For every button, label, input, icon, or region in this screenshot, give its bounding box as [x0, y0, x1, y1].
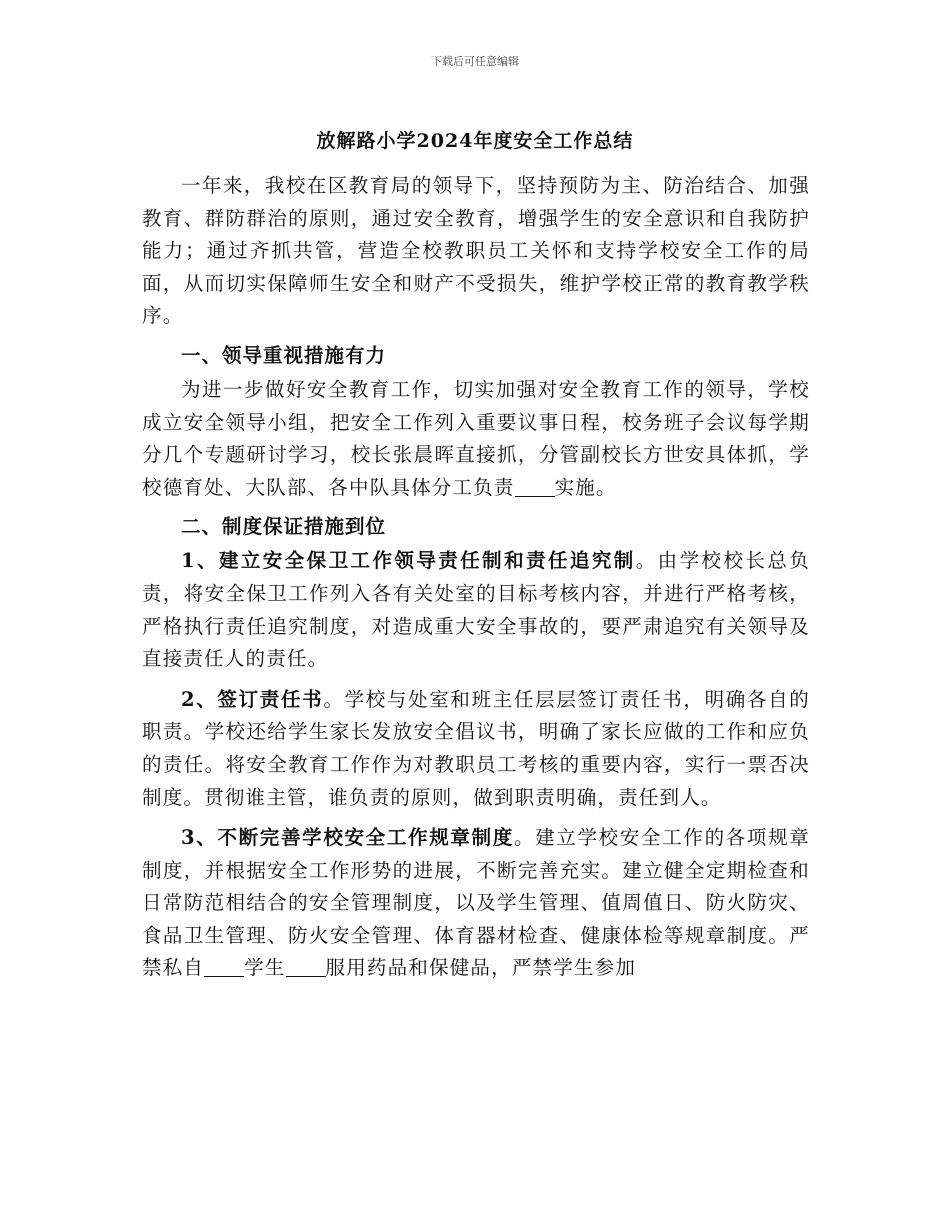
- item1-body: 。由学校校长总负责，将安全保卫工作列入各有关处室的目标考核内容，并进行严格考核，严格执行责任追究制度，对造成重大安全事故的，要严肃追究有关领导及直接责任人的责任。: [142, 549, 810, 671]
- intro-paragraph: 一年来，我校在区教育局的领导下，坚持预防为主、防治结合、加强教育、群防群治的原则，通过安全教育，增强学生的安全意识和自我防护能力；通过齐抓共管，营造全校教职员工关怀和支持学校安全工作的局面，从而切实保障师生安全和财产不受损失，维护学校正常的教育教学秩序。: [142, 174, 810, 328]
- section1-text: 为进一步做好安全教育工作，切实加强对安全教育工作的领导，学校成立安全领导小组，把安全工作列入重要议事日程，校务班子会议每学期分几个专题研讨学习，校长张晨晖直接抓，分管副校长方世安具体抓，学校德育处、大队部、各中队具体分工负责: [142, 377, 810, 499]
- item1-lead: 1、建立安全保卫工作领导责任制和责任追究制: [181, 549, 636, 573]
- item1-paragraph: [142, 545, 810, 675]
- item3-paragraph: [142, 822, 810, 985]
- paragraph-gap: [142, 814, 810, 822]
- item3-body-3: 服用药品和保健品，严禁学生参加: [325, 956, 637, 980]
- fill-blank: [286, 957, 326, 978]
- fill-blank: [515, 476, 555, 497]
- section1-paragraph: [142, 374, 810, 504]
- document-title: 放解路小学2024年度安全工作总结: [316, 130, 634, 152]
- section2-heading: 二、制度保证措施到位: [181, 515, 387, 539]
- item2-body: 。学校与处室和班主任层层签订责任书，明确各自的职责。学校还给学生家长发放安全倡议书，明确了家长应做的工作和应负的责任。将安全教育工作作为对教职员工考核的重要内容，实行一票否决制度。贯彻谁主管，谁负责的原则，做到职责明确，责任到人。: [142, 687, 811, 809]
- paragraph-gap: [142, 676, 810, 684]
- section1-heading: 一、领导重视措施有力: [181, 343, 387, 367]
- item2-paragraph: [142, 684, 810, 814]
- header-note: 下载后可任意编辑: [431, 55, 519, 68]
- document-body: [142, 170, 810, 985]
- section1-text-end: 实施。: [554, 475, 617, 499]
- item3-body-2: 学生: [244, 956, 286, 980]
- item2-lead: 2、签订责任书: [181, 687, 324, 711]
- item3-lead: 3、不断完善学校安全工作规章制度: [181, 826, 514, 850]
- item3-body-1: 。建立学校安全工作的各项规章制度，并根据安全工作形势的进展，不断完善充实。建立健全定期检查和日常防范相结合的安全管理制度，以及学生管理、值周值日、防火防灾、食品卫生管理、防火安全管理、体育器材检查、健康体检等规章制度。严禁私自: [142, 826, 810, 980]
- fill-blank: [204, 957, 244, 978]
